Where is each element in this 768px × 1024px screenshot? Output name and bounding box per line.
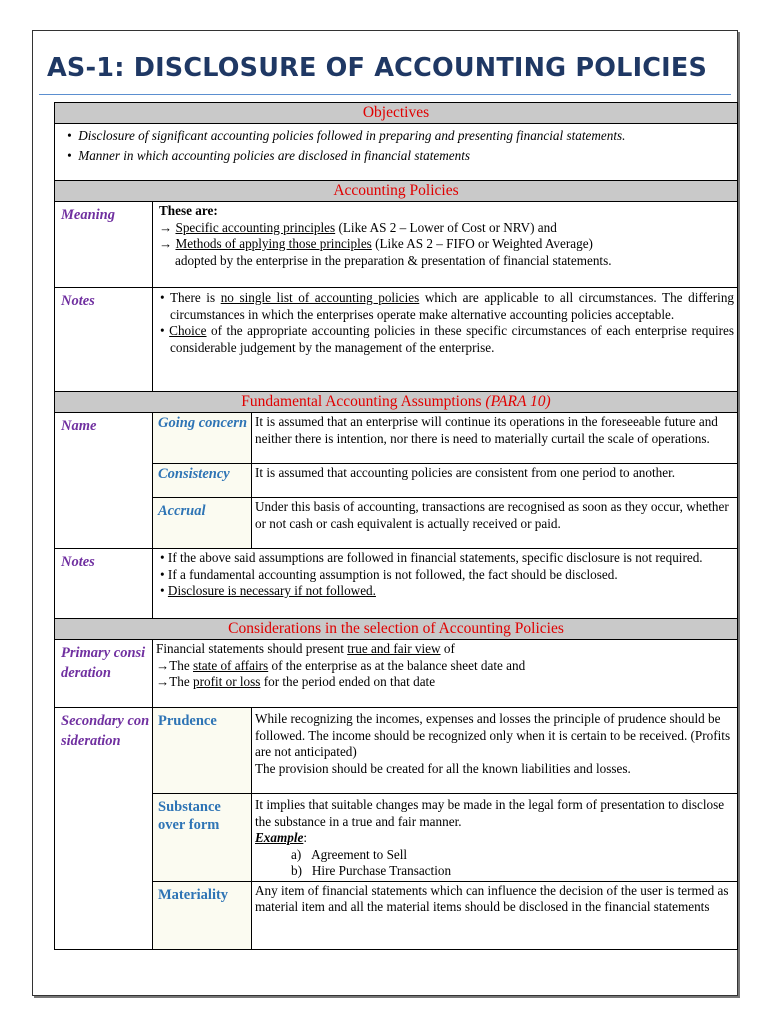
assumptions-header: Fundamental Accounting Assumptions (PARA 10) [55,392,738,413]
meaning-line-1: → Specific accounting principles (Like AS 2 – Lower of Cost or NRV) and [159,219,557,235]
meaning-line-3: adopted by the enterprise in the preparation & presentation of financial statements. [175,252,612,268]
assumptions-notes-row [55,549,738,619]
meaning-intro: These are: [159,203,218,218]
assumption-text: It is assumed that an enterprise will continue its operations in the foreseeable future and neither there is intention, nor there is need to materially curtail the scale of operations. [252,413,738,464]
assumption-row-going-concern [55,413,738,464]
objective-item: • Manner in which accounting policies are disclosed in financial statements [67,148,470,163]
considerations-header-row [55,619,738,640]
primary-consideration-content [153,640,738,708]
objectives-list [55,124,738,181]
accounting-policies-header-row [55,181,738,202]
assumptions-notes-content [153,549,738,619]
assumption-row-consistency [55,464,738,498]
objectives-header-row [55,103,738,124]
as1-summary-table [54,102,738,950]
substance-content [252,794,738,882]
materiality-text: Any item of financial statements which can influence the decision of the user is termed as material item and all the material items should be disclosed in the financial statements [252,881,738,949]
page-title: AS-1: DISCLOSURE OF ACCOUNTING POLICIES [47,53,708,83]
materiality-row [55,881,738,949]
objectives-header: Objectives [55,103,738,124]
prudence-text-1: While recognizing the incomes, expenses and losses the principle of prudence should be followed. The income should be recognized only when it is certain to be received. (Profits are not anticipated) [255,711,731,759]
secondary-consideration-label: Secondary consideration [55,708,153,950]
primary-consideration-row [55,640,738,708]
materiality-name: Materiality [153,881,252,949]
substance-row [55,794,738,882]
meaning-content [153,202,738,288]
prudence-name: Prudence [153,708,252,794]
objectives-row [55,124,738,181]
considerations-header: Considerations in the selection of Accounting Policies [55,619,738,640]
assumption-name: Consistency [153,464,252,498]
meaning-row [55,202,738,288]
primary-line-2: →The profit or loss for the period ended on that date [156,674,436,689]
objective-item: • Disclosure of significant accounting policies followed in preparing and presenting financial statements. [67,128,626,143]
example-item: a) Agreement to Sell [291,846,408,862]
assumptions-note-2: • If a fundamental accounting assumption is not followed, the fact should be disclosed. [160,566,618,582]
substance-name: Substance over form [153,794,252,882]
name-label: Name [55,413,153,549]
example-item: b) Hire Purchase Transaction [291,863,452,878]
example-heading: Example: [255,830,308,845]
assumptions-note-3: • Disclosure is necessary if not followed. [160,583,376,598]
assumption-name: Going concern [153,413,252,464]
prudence-row [55,708,738,794]
title-divider [39,94,731,95]
assumptions-note-1: • If the above said assumptions are followed in financial statements, specific disclosure is not required. [160,550,703,565]
policies-note-2: • Choice of the appropriate accounting policies in these specific circumstances of each enterprise requires considerable judgement by the management of the enterprise. [160,323,735,355]
policies-notes-row [55,288,738,392]
meaning-label: Meaning [55,202,153,288]
primary-consideration-label: Primary consideration [55,640,153,708]
assumption-text: Under this basis of accounting, transactions are recognised as soon as they occur, whether or not cash or cash equivalent is actually received or paid. [252,498,738,549]
meaning-line-2: → Methods of applying those principles (Like AS 2 – FIFO or Weighted Average) [159,236,593,251]
accounting-policies-header: Accounting Policies [55,181,738,202]
notes-label: Notes [55,549,153,619]
prudence-content [252,708,738,794]
assumptions-header-row [55,392,738,413]
primary-line-1: →The state of affairs of the enterprise as at the balance sheet date and [156,657,526,673]
primary-intro: Financial statements should present true and fair view of [156,641,455,656]
policies-notes-content [153,288,738,392]
document-page [32,30,738,996]
assumption-name: Accrual [153,498,252,549]
substance-text: It implies that suitable changes may be made in the legal form of presentation to disclose the substance in a true and fair manner. [255,797,725,829]
policies-note-1: • There is no single list of accounting policies which are applicable to all circumstances. The differing circumstances in which the enterprises operate make alternative accounting policies acceptable. [160,290,735,322]
prudence-text-2: The provision should be created for all the known liabilities and losses. [255,760,631,776]
assumption-row-accrual [55,498,738,549]
notes-label: Notes [55,288,153,392]
assumption-text: It is assumed that accounting policies are consistent from one period to another. [252,464,738,498]
